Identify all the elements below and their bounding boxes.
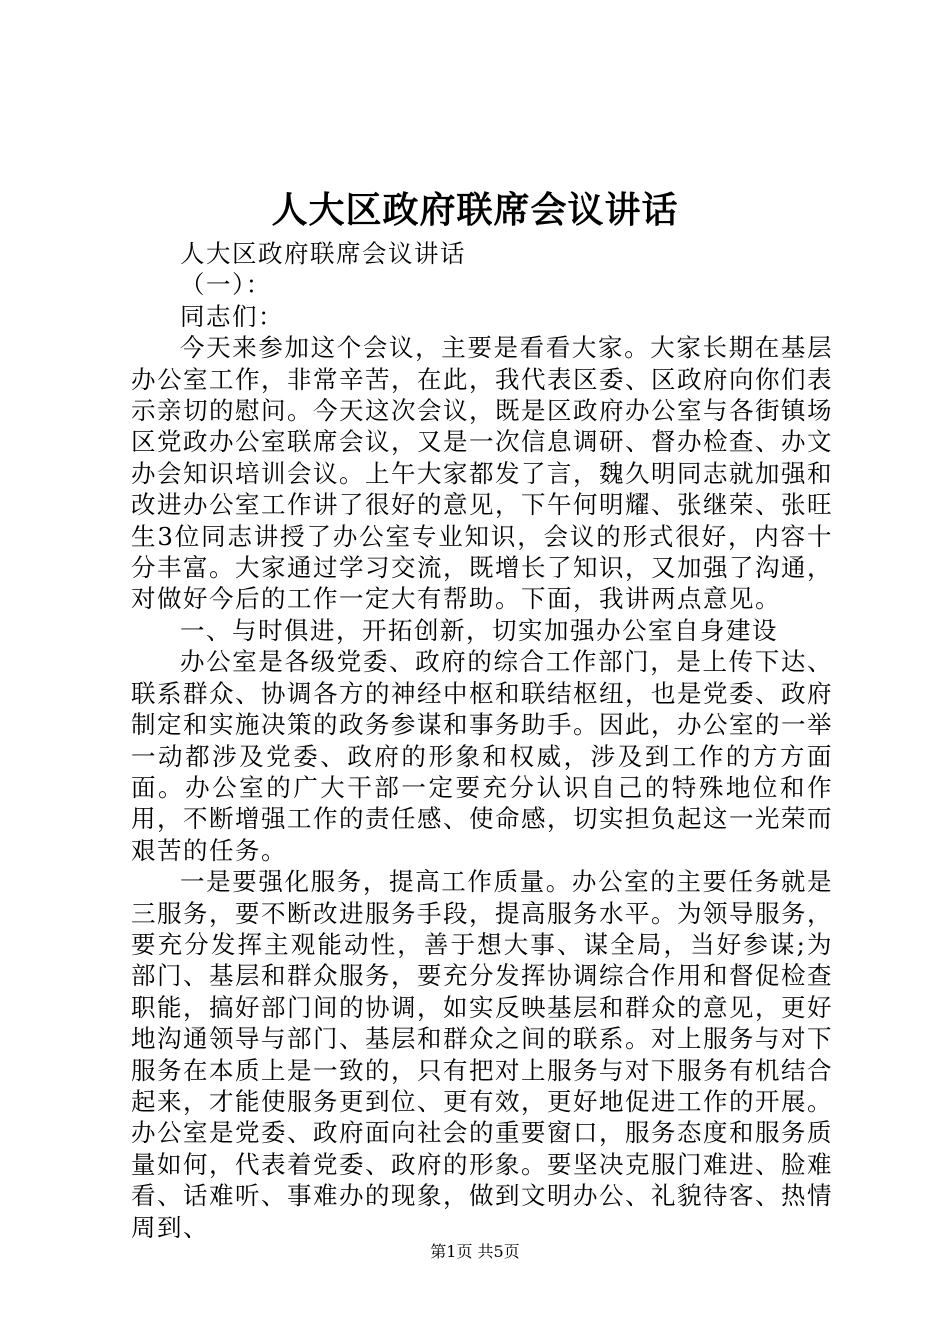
paragraph-office-role: 办公室是各级党委、政府的综合工作部门，是上传下达、联系群众、协调各方的神经中枢和联结枢纽，也是党委、政府制定和实施决策的政务参谋和事务助手。因此，办公室的一举一动都涉及党委、政府的形象和权威，涉及到工作的方方面面。办公室的广大干部一定要充分认识自己的特殊地位和作用，不断增强工作的责任感、使命感，切实担负起这一光荣而艰苦的任务。	[131, 647, 833, 865]
paragraph-subtitle: 人大区政府联席会议讲话	[180, 239, 466, 268]
paragraph-service: 一是要强化服务，提高工作质量。办公室的主要任务就是三服务，要不断改进服务手段，提高服务水平。为领导服务，要充分发挥主观能动性，善于想大事、谋全局，当好参谋;为部门、基层和群众服务，要充分发挥协调综合作用和督促检查职能，搞好部门间的协调，如实反映基层和群众的意见，更好地沟通领导与部门、基层和群众之间的联系。对上服务与对下服务在本质上是一致的，只有把对上服务与对下服务有机结合起来，才能使服务更到位、更有效，更好地促进工作的开展。办公室是党委、政府面向社会的重要窗口，服务态度和服务质量如何，代表着党委、政府的形象。要坚决克服门难进、脸难看、话难听、事难办的现象，做到文明办公、礼貌待客、热情周到、	[131, 867, 833, 1242]
document-body	[131, 238, 833, 1243]
paragraph-section-marker: （一）：	[180, 270, 272, 300]
paragraph-heading-one: 一、与时俱进，开拓创新，切实加强办公室自身建设	[180, 615, 778, 645]
paragraph-opening: 今天来参加这个会议，主要是看看大家。大家长期在基层办公室工作，非常辛苦，在此，我代表区委、区政府向你们表示亲切的慰问。今天这次会议，既是区政府办公室与各街镇场区党政办公室联席会议，又是一次信息调研、督办检查、办文办会知识培训会议。上午大家都发了言，魏久明同志就加强和改进办公室工作讲了很好的意见，下午何明耀、张继荣、张旺生3位同志讲授了办公室专业知识，会议的形式很好，内容十分丰富。大家通过学习交流，既增长了知识，又加强了沟通，对做好今后的工作一定大有帮助。下面，我讲两点意见。	[131, 333, 833, 614]
document-title: 人大区政府联席会议讲话	[271, 189, 679, 231]
page-number-footer: 第1页 共5页	[430, 1242, 520, 1261]
paragraph-salutation: 同志们：	[180, 301, 284, 331]
